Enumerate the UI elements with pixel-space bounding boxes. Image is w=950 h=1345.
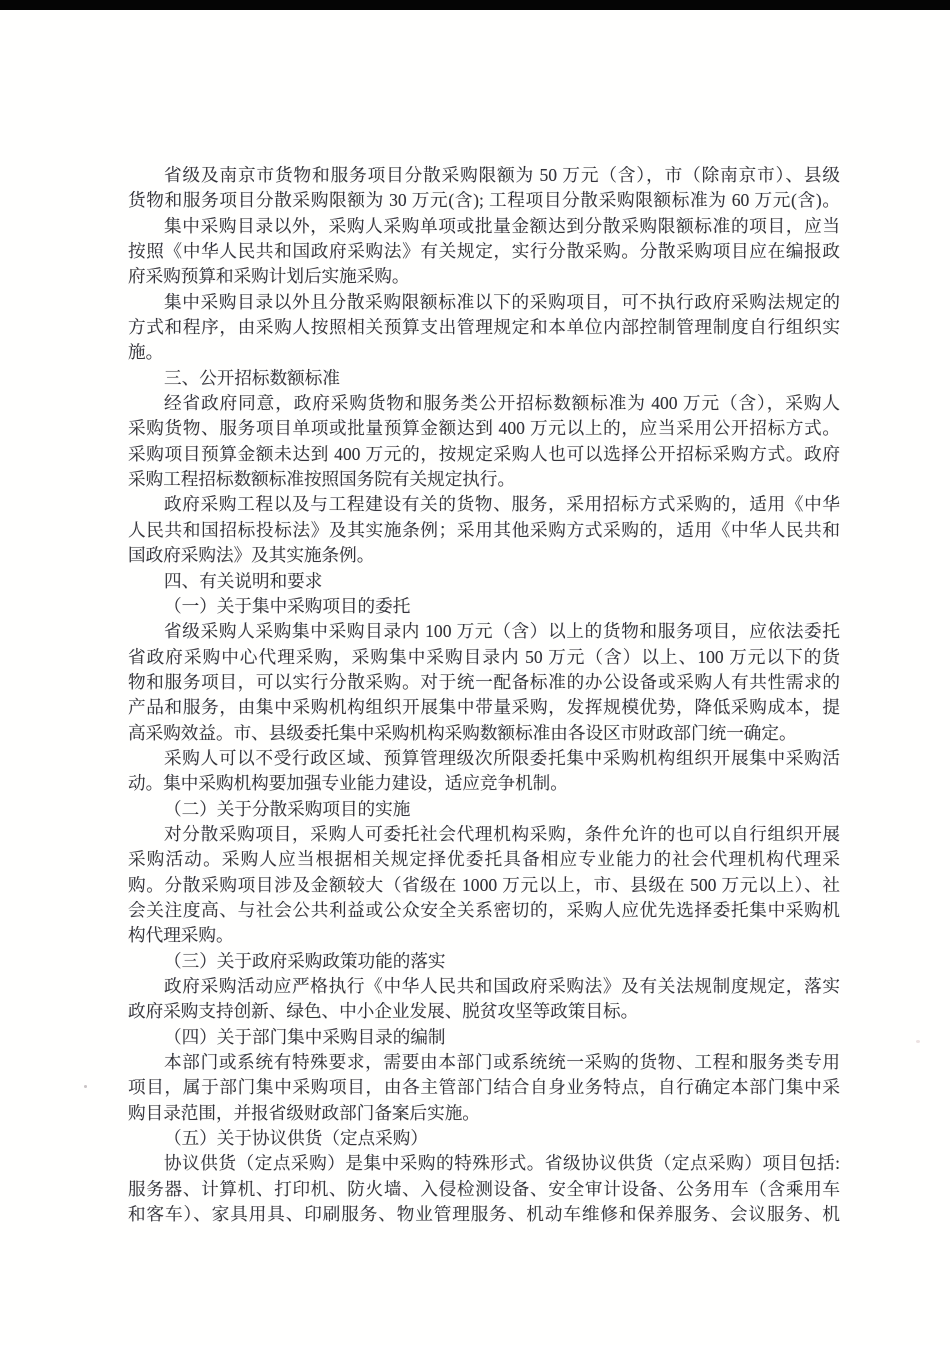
text-line: 采购人可以不受行政区域、预算管理级次所限委托集中采购机构组织开展集中采购活 (164, 747, 840, 768)
text-line: 协议供货（定点采购）是集中采购的特殊形式。省级协议供货（定点采购）项目包括: (164, 1153, 840, 1174)
text-line: 采购货物、服务项目单项或批量预算金额达到 400 万元以上的，应当采用公开招标方式。 (128, 418, 840, 439)
text-line: 货物和服务项目分散采购限额为 30 万元(含); 工程项目分散采购限额标准为 60 万元(含)。 (128, 190, 840, 211)
document-text-block (128, 163, 840, 1227)
text-line: 购。分散采购项目涉及金额较大（省级在 1000 万元以上，市、县级在 500 万元以上）、社 (128, 874, 840, 895)
text-line: 省政府采购中心代理采购，采购集中采购目录内 50 万元（含）以上、100 万元以下的货 (128, 646, 840, 667)
text-line: 物和服务项目，可以实行分散采购。对于统一配备标准的办公设备或采购人有共性需求的 (128, 671, 840, 692)
scan-edge-bar (0, 0, 950, 10)
text-line: 会关注度高、与社会公共利益或公众安全关系密切的，采购人应优先选择委托集中采购机 (128, 899, 840, 920)
text-line: 采购活动。采购人应当根据相关规定择优委托具备相应专业能力的社会代理机构代理采 (128, 849, 840, 870)
text-line: 政府采购活动应严格执行《中华人民共和国政府采购法》及有关法规制度规定，落实 (164, 976, 840, 996)
text-line: 采购工程招标数额标准按照国务院有关规定执行。 (128, 469, 516, 490)
text-line: 动。集中采购机构要加强专业能力建设，适应竞争机制。 (128, 773, 568, 794)
text-line: 集中采购目录以外，采购人采购单项或批量金额达到分散采购限额标准的项目，应当 (164, 215, 840, 236)
text-line: 施。 (128, 342, 164, 363)
text-line: 集中采购目录以外且分散采购限额标准以下的采购项目，可不执行政府采购法规定的 (164, 291, 840, 312)
text-line: 三、公开招标数额标准 (164, 367, 340, 388)
text-line: 方式和程序，由采购人按照相关预算支出管理规定和本单位内部控制管理制度自行组织实 (128, 317, 840, 338)
text-line: 构代理采购。 (128, 925, 234, 946)
text-line: 政府采购工程以及与工程建设有关的货物、服务，采用招标方式采购的，适用《中华 (164, 494, 840, 515)
text-line: 采购项目预算金额未达到 400 万元的，按规定采购人也可以选择公开招标采购方式。政府 (128, 443, 840, 464)
text-line: （一）关于集中采购项目的委托 (164, 595, 411, 616)
text-line: 按照《中华人民共和国政府采购法》有关规定，实行分散采购。分散采购项目应在编报政 (128, 241, 840, 262)
text-line: 项目，属于部门集中采购项目，由各主管部门结合自身业务特点，自行确定本部门集中采 (128, 1077, 840, 1098)
text-line: 本部门或系统有特殊要求，需要由本部门或系统统一采购的货物、工程和服务类专用 (164, 1052, 840, 1073)
text-line: 人民共和国招标投标法》及其实施条例；采用其他采购方式采购的，适用《中华人民共和 (128, 519, 840, 540)
text-line: 政府采购支持创新、绿色、中小企业发展、脱贫攻坚等政策目标。 (128, 1001, 639, 1022)
text-line: 购目录范围，并报省级财政部门备案后实施。 (128, 1102, 480, 1123)
text-line: （五）关于协议供货（定点采购） (164, 1128, 428, 1149)
text-line: （二）关于分散采购项目的实施 (164, 798, 411, 819)
text-line: 府采购预算和采购计划后实施采购。 (128, 266, 410, 287)
text-line: 服务器、计算机、打印机、防火墙、入侵检测设备、安全审计设备、公务用车（含乘用车 (128, 1178, 840, 1199)
text-line: 产品和服务，由集中采购机构组织开展集中带量采购，发挥规模优势，降低采购成本，提 (128, 697, 840, 718)
text-line: 国政府采购法》及其实施条例。 (128, 545, 375, 566)
scan-speck (84, 1085, 87, 1088)
text-line: 四、有关说明和要求 (164, 570, 323, 591)
text-line: （三）关于政府采购政策功能的落实 (164, 950, 446, 971)
text-line: 经省政府同意，政府采购货物和服务类公开招标数额标准为 400 万元（含），采购人 (164, 393, 840, 414)
text-line: 对分散采购项目，采购人可委托社会代理机构采购，条件允许的也可以自行组织开展 (164, 823, 840, 844)
text-line: （四）关于部门集中采购目录的编制 (164, 1026, 446, 1047)
text-line: 省级采购人采购集中采购目录内 100 万元（含）以上的货物和服务项目，应依法委托 (164, 621, 840, 642)
text-line: 省级及南京市货物和服务项目分散采购限额为 50 万元（含），市（除南京市）、县级 (164, 165, 840, 185)
text-line: 高采购效益。市、县级委托集中采购机构采购数额标准由各设区市财政部门统一确定。 (128, 722, 797, 743)
text-line: 和客车）、家具用具、印刷服务、物业管理服务、机动车维修和保养服务、会议服务、机 (128, 1204, 840, 1225)
scan-speck (916, 1040, 920, 1043)
